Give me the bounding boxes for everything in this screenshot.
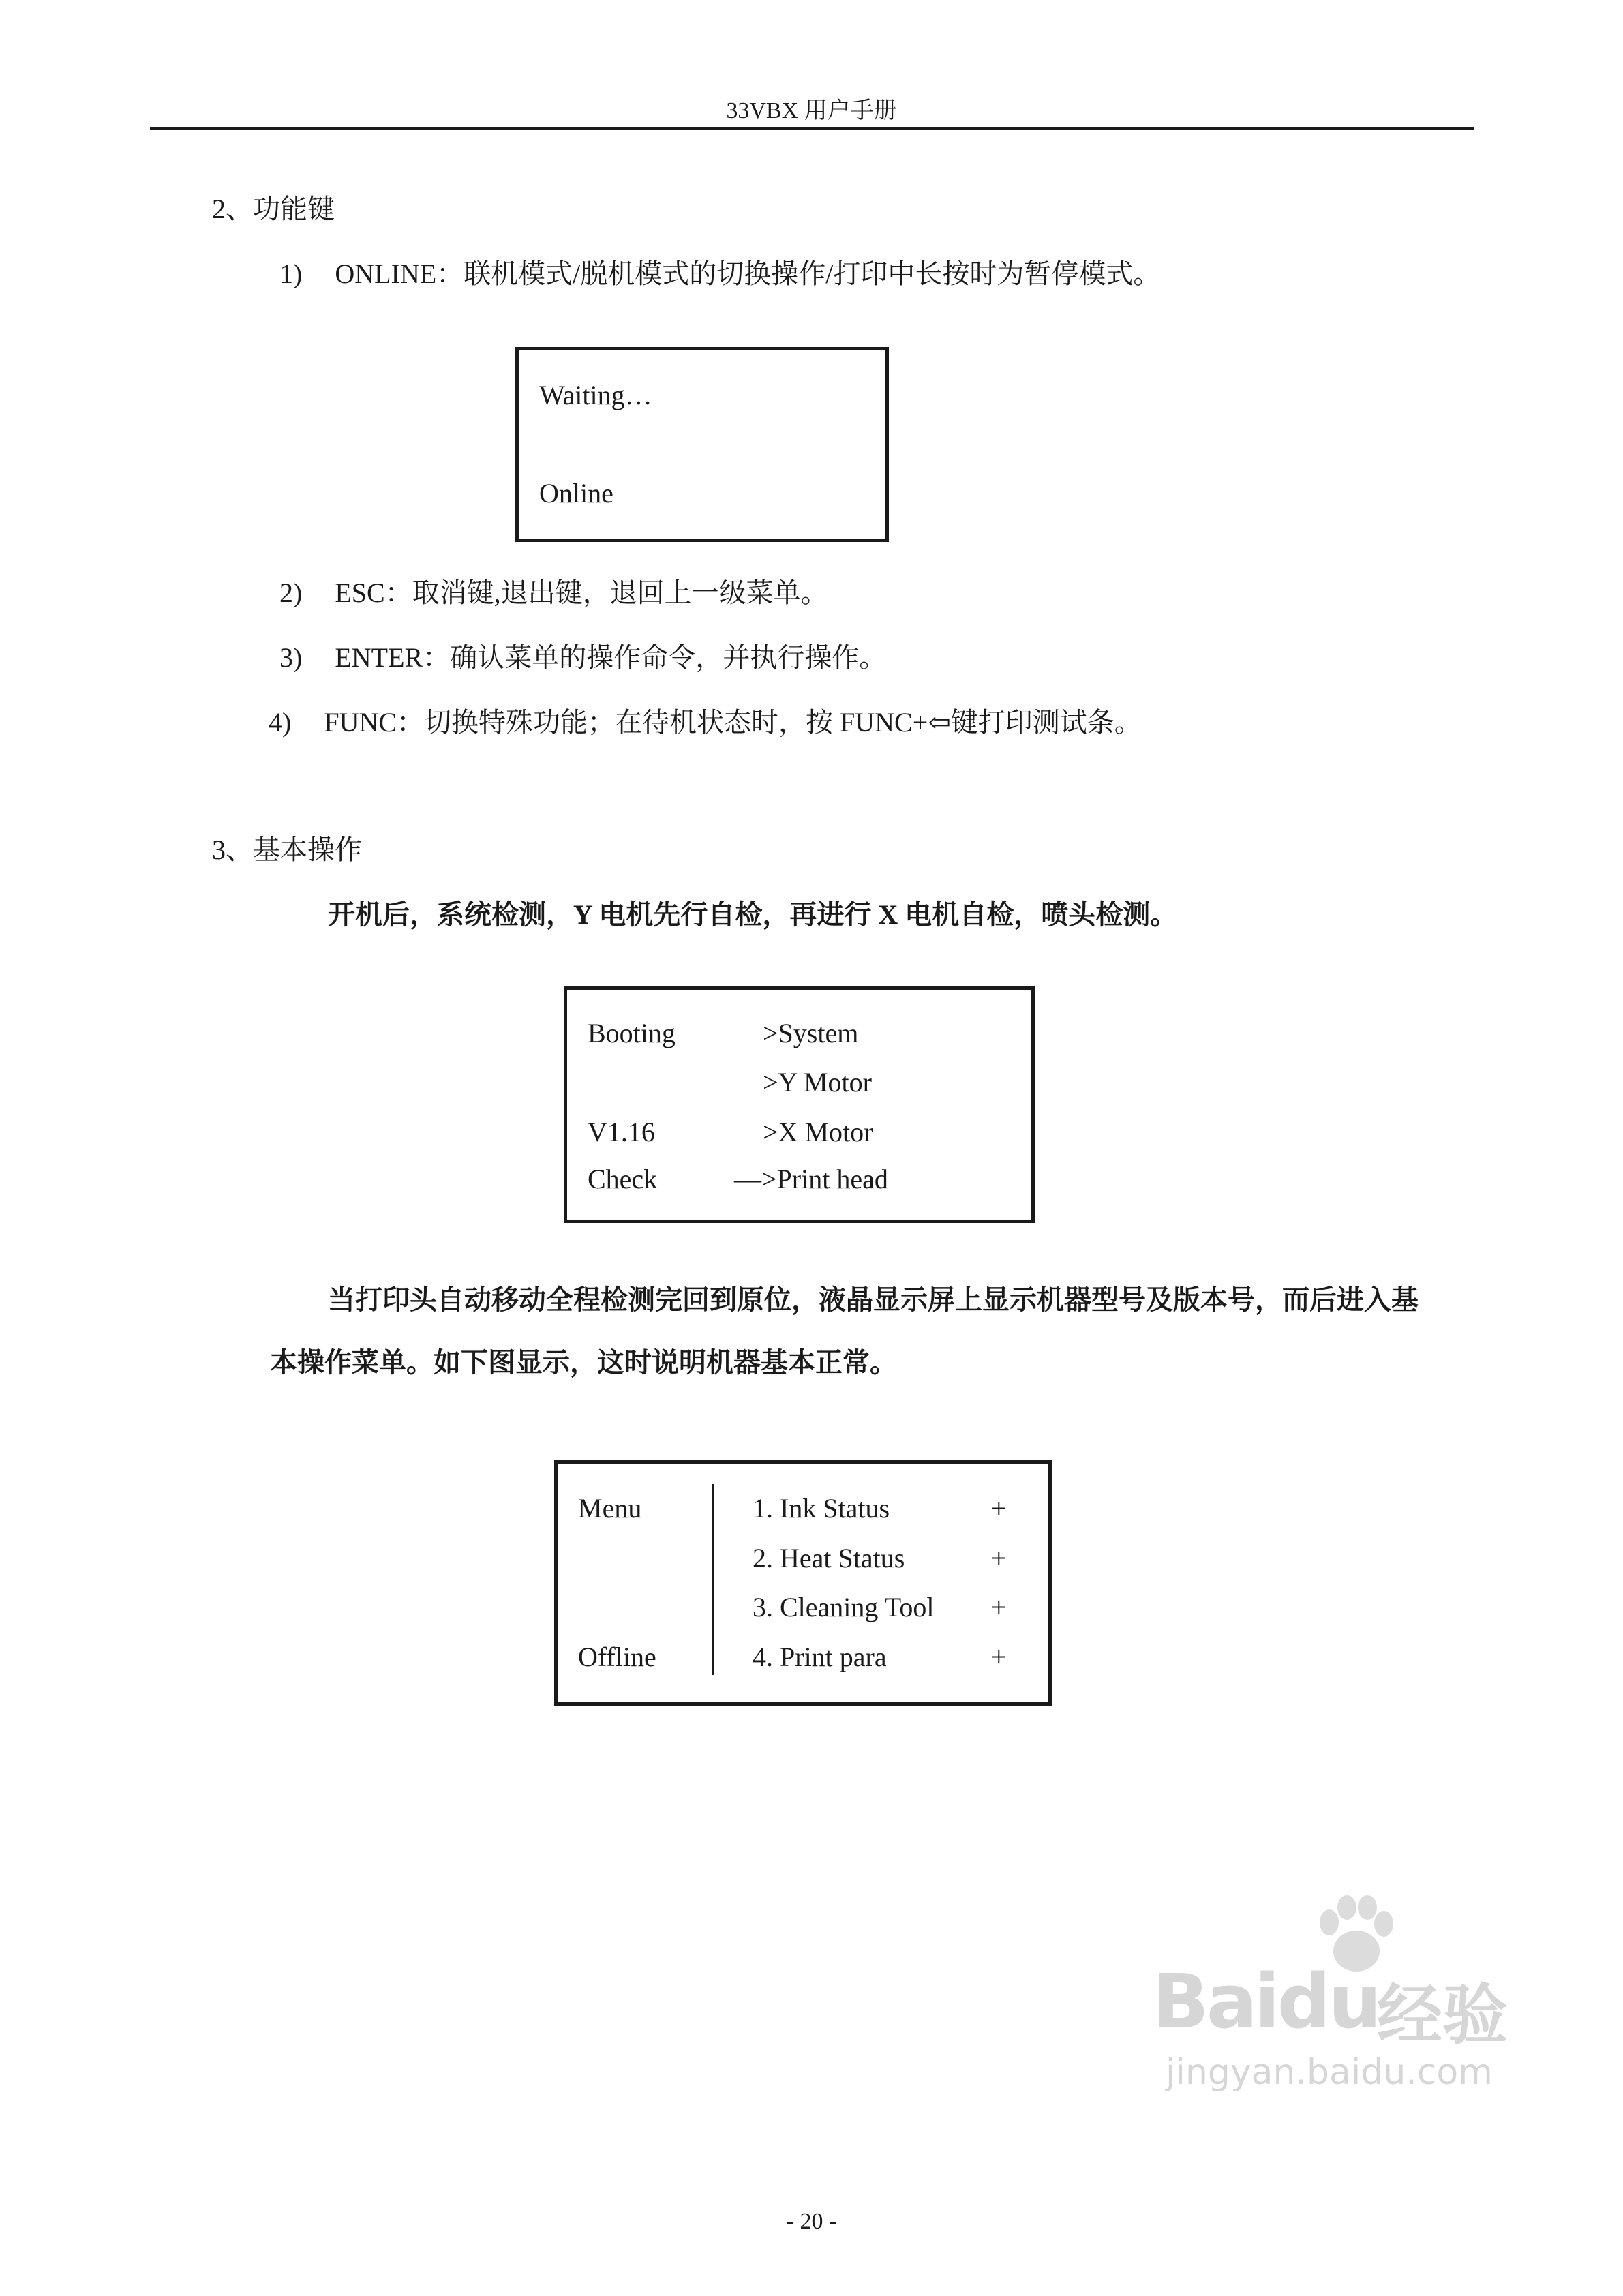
lcd-divider: [712, 1484, 714, 1675]
lcd-right-line: —>Print head: [734, 1164, 888, 1194]
lcd-left-line: V1.16: [588, 1117, 655, 1147]
item-text: ONLINE：联机模式/脱机模式的切换操作/打印中长按时为暂停模式。: [335, 258, 1161, 289]
menu-item-label: 3. Cleaning Tool: [753, 1592, 935, 1622]
menu-item-label: 2. Heat Status: [753, 1543, 905, 1573]
menu-item-label: 4. Print para: [753, 1642, 887, 1672]
watermark-brand: Bai: [1152, 1958, 1277, 2045]
lcd-line-waiting: Waiting…: [539, 380, 652, 410]
page-number: - 20 -: [786, 2209, 837, 2234]
menu-item-mark: +: [991, 1543, 1007, 1573]
menu-item-mark: +: [991, 1592, 1007, 1622]
baidu-jingyan-watermark: [1152, 1895, 1534, 2100]
item-text: ENTER：确认菜单的操作命令，并执行操作。: [335, 642, 887, 673]
list-item: [279, 636, 886, 675]
lcd-boot-display: [564, 986, 1035, 1223]
item-number: 2): [279, 577, 303, 608]
lcd-menu-label: Menu: [578, 1493, 642, 1524]
intro-paragraph: 开机后，系统检测，Y 电机先行自检，再进行 X 电机自检，喷头检测。: [328, 899, 1178, 930]
list-item: [279, 571, 828, 610]
header-rule: [150, 127, 1474, 130]
lcd-online-display: [515, 347, 889, 542]
lcd-offline-label: Offline: [578, 1642, 656, 1672]
item-text: FUNC：切换特殊功能；在待机状态时，按 FUNC+⇦键打印测试条。: [324, 707, 1142, 738]
body-paragraph-line2: 本操作菜单。如下图显示，这时说明机器基本正常。: [270, 1347, 897, 1378]
section-3-title: 3、基本操作: [212, 834, 362, 865]
lcd-menu-display: [554, 1460, 1052, 1706]
list-item: [279, 252, 1160, 291]
menu-item-label: 1. Ink Status: [753, 1493, 890, 1524]
watermark-cn: 经验: [1377, 1977, 1508, 2053]
menu-item-mark: +: [991, 1642, 1007, 1672]
item-number: 1): [279, 258, 303, 289]
lcd-left-line: Check: [588, 1164, 658, 1194]
item-text: ESC：取消键,退出键，退回上一级菜单。: [335, 577, 828, 608]
list-item: [269, 701, 1142, 740]
item-number: 4): [269, 707, 292, 738]
lcd-right-line: >X Motor: [763, 1117, 873, 1147]
page-header-title: 33VBX 用户手册: [726, 98, 897, 123]
lcd-left-line: Booting: [588, 1018, 676, 1048]
menu-item-mark: +: [991, 1493, 1007, 1524]
section-2-title: 2、功能键: [212, 194, 335, 224]
watermark-url: jingyan.baidu.com: [1166, 2052, 1493, 2093]
lcd-right-line: >System: [763, 1018, 859, 1048]
item-number: 3): [279, 642, 303, 673]
lcd-line-online: Online: [539, 478, 613, 509]
body-paragraph-line1: 当打印头自动移动全程检测完回到原位，液晶显示屏上显示机器型号及版本号，而后进入基: [328, 1284, 1419, 1315]
lcd-right-line: >Y Motor: [763, 1067, 872, 1098]
watermark-brand-2: du: [1277, 1958, 1379, 2045]
